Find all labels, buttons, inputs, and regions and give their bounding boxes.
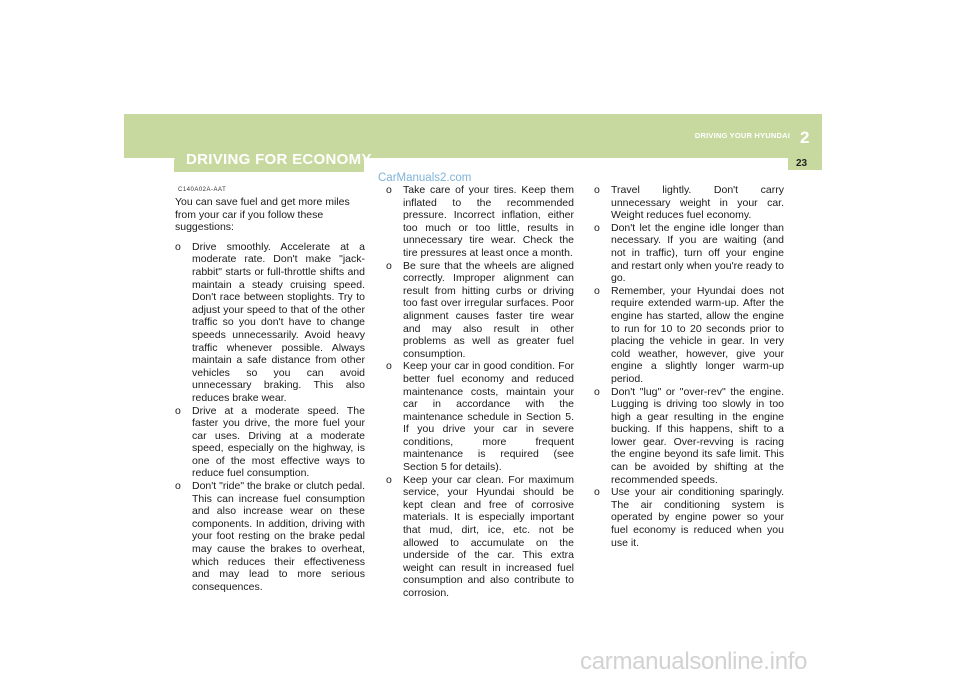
list-item-text: Use your air conditioning sparingly. The air conditioning system is operated by engine power so your fuel economy is reduced when you use it. bbox=[611, 486, 784, 549]
section-label: DRIVING YOUR HYUNDAI bbox=[694, 131, 790, 140]
bullet-marker: o bbox=[386, 259, 392, 272]
page-number: 23 bbox=[796, 158, 808, 169]
column-2 bbox=[386, 184, 574, 600]
list-item bbox=[386, 260, 574, 361]
bullet-marker: o bbox=[175, 480, 181, 493]
bullet-marker: o bbox=[386, 360, 392, 373]
bullet-marker: o bbox=[594, 284, 600, 297]
list-item-text: Take care of your tires. Keep them inflated to the recommended pressure. Incorrect inflation, either too much or too little, results in unnecessary tire wear. Check the tire pressures at least once a month. bbox=[403, 184, 574, 259]
list-item bbox=[175, 480, 365, 593]
page-title: DRIVING FOR ECONOMY bbox=[186, 151, 372, 168]
bullet-marker: o bbox=[386, 473, 392, 486]
bullet-marker: o bbox=[594, 221, 600, 234]
bullet-marker: o bbox=[386, 184, 392, 196]
list-item bbox=[594, 222, 784, 285]
list-item bbox=[386, 360, 574, 473]
watermark-bottom: carmanualsonline.info bbox=[580, 648, 808, 675]
bullet-marker: o bbox=[594, 184, 600, 196]
list-item bbox=[175, 241, 365, 405]
list-item-text: Keep your car in good condition. For better fuel economy and reduced maintenance costs, maintain your car in accordance with the maintenance schedule in Section 5. If you drive your car in severe conditions, more frequent maintenance is required (see Section 5 for details). bbox=[403, 360, 574, 474]
column-1 bbox=[175, 196, 365, 593]
bullet-marker: o bbox=[594, 385, 600, 398]
list-item bbox=[386, 184, 574, 260]
watermark-top: CarManuals2.com bbox=[378, 172, 472, 184]
section-number: 2 bbox=[800, 128, 810, 147]
list-item-text: Be sure that the wheels are aligned correctly. Improper alignment can result from hitting curbs or driving too fast over irregular surfaces. Poor alignment causes faster tire wear and may also result in other problems as well as greater fuel consumption. bbox=[403, 259, 574, 360]
list-item bbox=[594, 285, 784, 386]
list-item-text: Remember, your Hyundai does not require extended warm-up. After the engine has started, allow the engine to run for 10 to 20 seconds prior to placing the vehicle in gear. In very cold weather, however, give your engine a slightly longer warm-up period. bbox=[611, 284, 784, 385]
column-3 bbox=[594, 184, 784, 549]
list-item-text: Don't let the engine idle longer than necessary. If you are waiting (and not in traffic), turn off your engine and restart only when you're ready to go. bbox=[611, 221, 784, 285]
intro-text: You can save fuel and get more miles from your car if you follow these suggestions: bbox=[175, 196, 350, 234]
list-item-text: Don't "lug" or "over-rev" the engine. Lugging is driving too slowly in too high a gear resulting in the engine bucking. If this happens, shift to a lower gear. Over-revving is racing the engine beyond its safe limit. This can be avoided by shifting at the recommended speeds. bbox=[611, 385, 784, 486]
list-item-text: Travel lightly. Don't carry unnecessary weight in your car. Weight reduces fuel economy. bbox=[611, 184, 784, 222]
doc-code: C140A02A-AAT bbox=[178, 187, 227, 193]
list-item-text: Keep your car clean. For maximum service, your Hyundai should be kept clean and free of corrosive materials. It is especially important that mud, dirt, ice, etc. not be allowed to accumulate on the underside of the car. This extra weight can result in increased fuel consumption and also contribute to corrosion. bbox=[403, 473, 574, 599]
list-item-text: Drive at a moderate speed. The faster you drive, the more fuel your car uses. Driving at a moderate speed, especially on the highway, is one of the most effective ways to reduce fuel consumption. bbox=[192, 404, 365, 480]
bullet-marker: o bbox=[175, 240, 181, 253]
bullet-marker: o bbox=[594, 486, 600, 499]
list-item bbox=[386, 474, 574, 600]
list-item-text: Drive smoothly. Accelerate at a moderate rate. Don't make "jack-rabbit" starts or full-throttle shifts and maintain a steady cruising speed. Don't race between stoplights. Try to adjust your speed to that of the other traffic so you don't have to change speeds unnecessarily. Avoid heavy traffic whenever possible. Always maintain a safe distance from other vehicles so you can avoid unnecessary braking. This also reduces brake wear. bbox=[192, 240, 365, 404]
list-item-text: Don't "ride" the brake or clutch pedal. This can increase fuel consumption and also increase wear on these components. In addition, driving with your foot resting on the brake pedal may cause the brakes to overheat, which reduces their effectiveness and may lead to more serious consequences. bbox=[192, 480, 365, 593]
bullet-marker: o bbox=[175, 404, 181, 417]
list-item bbox=[594, 184, 784, 222]
list-item bbox=[594, 386, 784, 487]
list-item bbox=[175, 405, 365, 481]
list-item bbox=[594, 486, 784, 549]
